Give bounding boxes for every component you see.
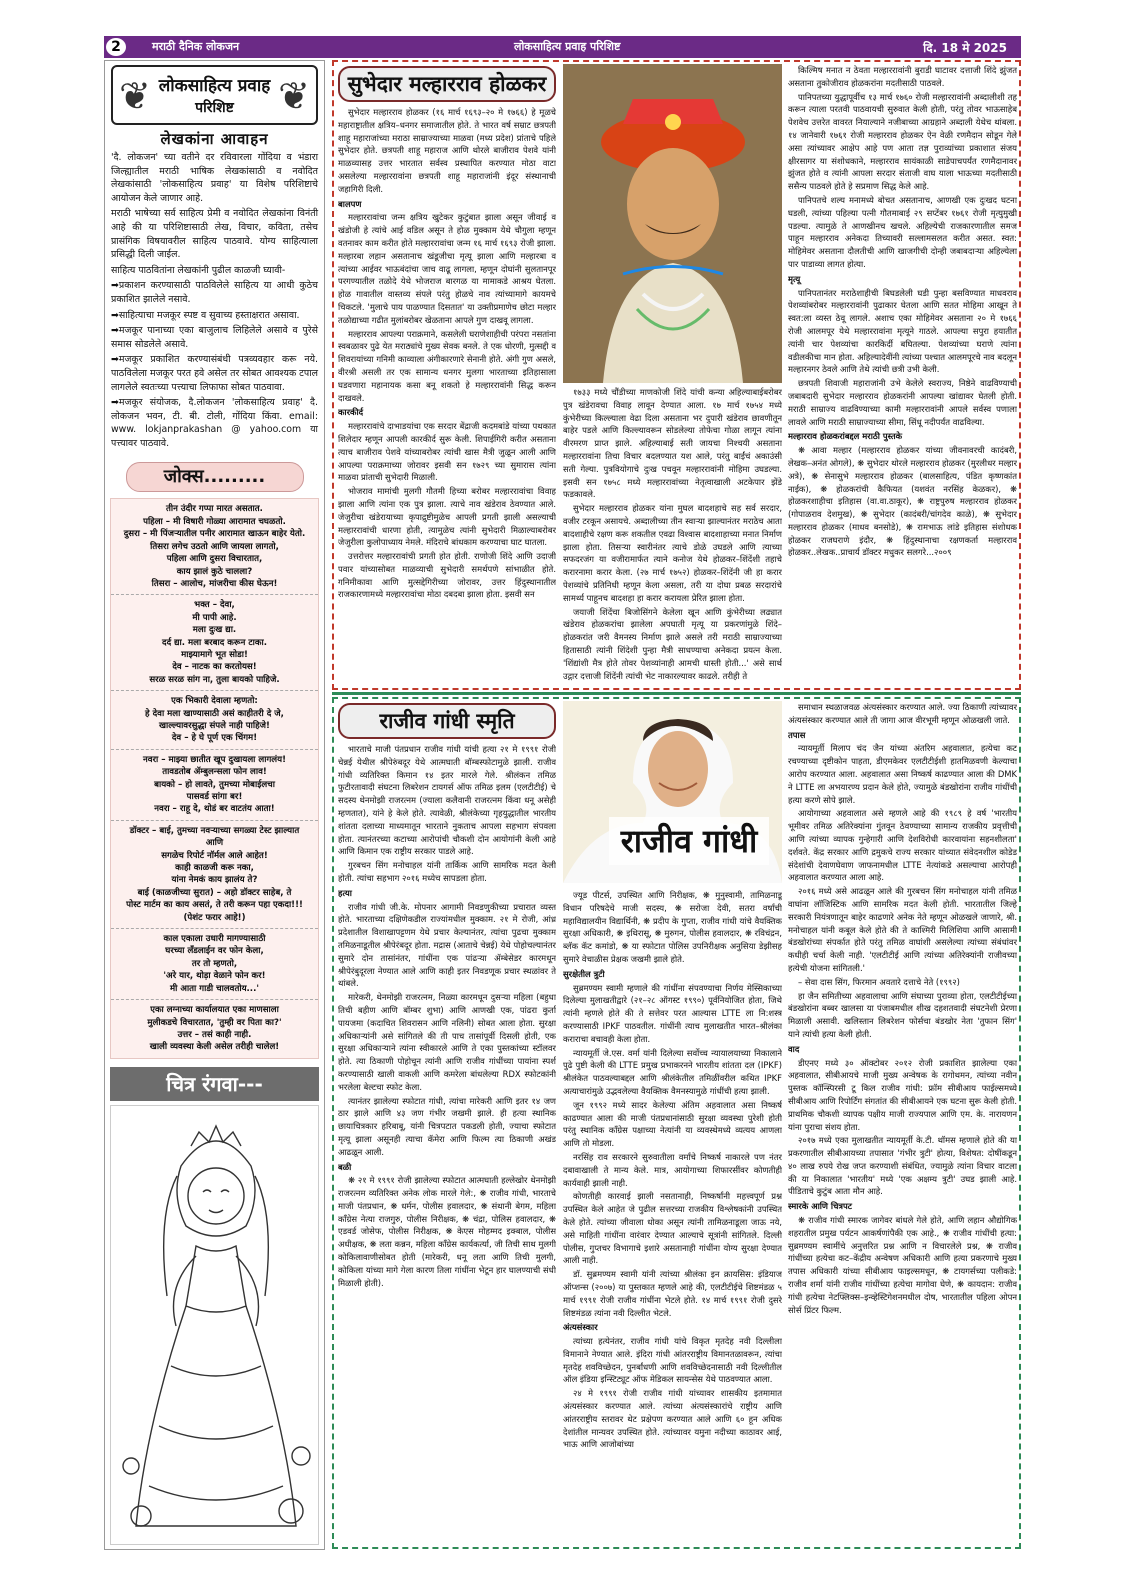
paragraph: पानिपतच्या युद्धापूर्वीच १३ मार्च १७६० रोजी मल्हाररावांनी अब्दालीशी तह करून त्याला परतवी पाठवायची सुरुवात केली होती, परंतु तोवर भाऊसाहेब पेशवेच उत्तरेत वावरत नियाल्याने नजीबाच्या आग्रहाने अब्दाली येथेच थांबला. १४ जानेवारी १७६१ रोजी मल्हारराव होळकर ऐन वेळी रणमैदान सोडून गेले असा त्यांच्यावर आक्षेप आहे पण आता तज्ञ पुराव्यांच्या प्रकाशात संजय क्षीरसागर या संशोधकाने, मल्हारराव सायंकाळी साडेपाचपर्यंत रणमैदानावर झुंजत होते व त्यांनी आपला सरदार संताजी वाघ याला भाऊच्या मदतीसाठी ससैन्य पाठवले होते हे सप्रमाण सिद्ध केले आहे. [788, 91, 1017, 192]
subheading: तपास [788, 729, 806, 740]
jokes-box [110, 498, 319, 1058]
paragraph: गुरबचन सिंग मनोचाहल यांनी तार्किक आणि सामरिक मदत केली होती. त्यांचा सहभाग २०१६ मध्येच सापडला होता. [338, 860, 556, 883]
paragraph: मल्हाररावांचे दाभाडयांचा एक सरदार बेंद्राजी कदमबांडे यांच्या पथकात शिलेदार म्हणून आपली कारकीर्द सुरू केली. शिपाईगिरी करीत असताना त्याच बाजीराव पेशवे यांच्याबरोबर त्यांची खास मैत्री जुळून आली आणि आपल्या पराक्रमाच्या जोरावर इसवी सन १७२९ च्या सुमारास त्यांना माळवा प्रांताची सुभेदारी मिळाली. [338, 421, 556, 483]
joke-line: देव – हे घे पूर्ण एक चिंगम! [171, 733, 258, 744]
article-rajiv-gandhi [332, 697, 1021, 1549]
rajiv-gandhi-photo [563, 701, 782, 883]
joke-line: खाली व्यवस्था केली असेल तरीही चालेल! [149, 1042, 280, 1053]
paragraph: ❋ राजीव गांधी स्मारक जागेवर बांधले गेले होते, आणि लहान औद्योगिक शहरातील प्रमुख पर्यटन आकर्षणांपैकी एक आहे., ❋ राजीव गांधींची हत्या: सुब्रमण्यम स्वामींचे अनुत्तरित प्रश्न आणि न विचारलेले प्रश्न, ❋ राजीव गांधींच्या हत्येचा कट–केंद्रीय अन्वेषण अधिकारी आणि हत्या प्रकरणाचे मुख्य तपास अधिकारी यांच्या सीबीआय फाइल्समधून, ❋ टायगर्सच्या पलीकडे: राजीव शर्मा यांनी राजीव गांधींच्या हत्येचा मागोवा घेणे, ❋ कायदान: राजीव गांधी हत्येचा नेटफ्लिक्स–इन्व्हेस्टिगेशनमधील दोष, भारतातील पहिला ओपन सोर्स प्रिंटर फिल्म. [788, 1215, 1017, 1315]
article-headline: राजीव गांधी स्मृति [338, 703, 556, 739]
article-headline: सुभेदार मल्हारराव होळकर [338, 66, 556, 102]
paragraph: आयोगाच्या अहवालात असे म्हणले आहे की १९८९ हे वर्ष 'भारतीय भूमीवर तमिळ अतिरेक्यांना गुंतवून ठेवण्याच्या सामान्य राजकीय प्रवृत्तीची आणि त्यांच्या व्यापक गुन्हेगारी आणि देशविरोधी कारवायांना सहनशीलता' दर्शवते. केंद्र सरकार आणि द्रमुकचे राज्य सरकार यांच्यात संवेदनशील कोडेड संदेशांची देवाणघेवाण जाफनामधील LTTE नेत्यांकडे असल्याचा आरोपही अहवालात करण्यात आला आहे. [788, 808, 1017, 883]
issue-date: दि. 18 मे 2025 [923, 41, 1007, 55]
masthead-line1: लोकसाहित्य प्रवाह [158, 76, 271, 96]
paragraph: २०१६ मध्ये असे आढळून आले की गुरबचन सिंग मनोचाहल यांनी तमिळ वाघांना लॉजिस्टिक आणि सामरिक मदत केली होती. भारतातील जिल्हे सरकारी नियंत्रणातून बाहेर काढणारे अनेक नेते म्हणून ओळखले जाणारे, श्री. मनोचाहल यांनी कबूल केले होते की ते काश्मिरी मिलिशिया आणि आसामी बंडखोरांच्या संपर्कात होते परंतु तमिळ वाघांशी असलेल्या त्यांच्या संबंधांवर कधीही चर्चा केली नाही. 'एलटीटीई आणि त्यांच्या अतिरेक्यांनी राजीवच्या हत्येची योजना सांगितली.' [788, 886, 1017, 973]
paragraph: जून १९९२ मध्ये सादर केलेल्या अंतिम अहवालात असा निष्कर्ष काढण्यात आला की माजी पंतप्रधानांसाठी सुरक्षा व्यवस्था पुरेशी होती परंतु स्थानिक काँग्रेस पक्षाच्या नेत्यांनी या व्यवस्थेमध्ये व्यत्यय आणला आणि तो मोडला. [563, 1099, 782, 1149]
article-column [338, 743, 556, 1545]
appeal-paragraph: 'दै. लोकजन' च्या वतीने दर रविवारला गोंदिया व भंडारा जिल्ह्यातील मराठी भाषिक लेखकांसाठी व नवोदित लेखकांसाठी 'लोकसाहित्य प्रवाह' या विशेष परिशिष्टाचे आयोजन केले जाणार आहे. [111, 152, 318, 204]
appeal-text [105, 151, 324, 450]
paragraph: डीएनए मध्ये ३० ऑक्टोबर २०१२ रोजी प्रकाशित झालेल्या एका अहवालात, सीबीआयचे माजी मुख्य अन्वेषक के रागोथमन, त्यांच्या नवीन पुस्तक कॉन्स्पिरसी टू किल राजीव गांधी: फ्रॉम सीबीआय फाईल्समध्ये सीबीआय आणि रिपोर्टिंग संगतांत की सीबीआयने एक घटना सुरू केली होती. प्राथमिक चौकशी व्यापक पक्षीय माजी राज्यपाल आणि एम. के. नारायणन यांना पुराचा संशय होता. [788, 1057, 1017, 1132]
portrait-icon [563, 64, 782, 383]
paragraph: मल्हाररावांचा जन्म क्षत्रिय खुटेकर कुटुंबात झाला असून जीवाई व खंडोजी हे त्यांचे आई वडिल असून ते होळ मुक्काम येथे चौगुला म्हणून वतनावर काम करीत होते मल्हाररावांचा जन्म १६ मार्च १६९३ रोजी झाला. मल्हारबा लहान असतानाच खंडूजीचा मृत्यू झाला आणि मल्हारबा व त्यांच्या आईवर भाऊबंदांचा जाच वाढू लागला, म्हणून दोघांनी सुलतानपूर परगण्यातील तळोदे येथे भोजराज बारगळ या मामाकडे आश्रय घेतला. होळ गावातील वास्तव्य संपले परंतु होळचे नाव त्यांच्यामागे कायमचे चिकटले. 'मुलाचे पाय पाळण्यात दिसतात' या उक्तीप्रमाणेच छोटा मल्हार तळोद्याच्या गढीत मुलांबरोबर खेळताना आपले गुण दाखवू लागला. [338, 212, 556, 325]
joke-line: घरच्या लॅंडलाईन वर फोन केला, [165, 946, 264, 957]
paragraph: जयाजी शिंदेंचा बिजोसिंगने केलेला खून आणि कुंभेरीच्या लढ्यात खंडेराव होळकरांचा झालेला अपघाती मृत्यू या प्रकरणांमुळे शिंदे–होळकरांत जरी वैमनस्य निर्माण झाले असले तरी मराठी साम्राज्याच्या हितासाठी त्यांनी शिंदेशी पुन्हा मैत्री साधण्याचा अनेकदा प्रयत्न केला. 'शिंद्यांशी मैत्र होते तोवर पेशव्यांनाही आमची धास्ती होती...' असे सार्थ उद्गार दत्ताजी शिंदेंनी त्यांची भेट नाकारल्यावर काढले. तरीही ते [563, 606, 782, 681]
subheading: वाद [788, 1043, 800, 1054]
paragraph: ❋ आवा मल्हार (मल्हारराव होळकर यांच्या जीवनावरची कादंबरी, लेखक–अनंत ओगले), ❋ सुभेदार थोरले मल्हारराव होळकर (मुरलीधर मल्हार अत्रे), ❋ सेनासुभे मल्हारराव होळकर (बालसाहित्य, पंडित कृष्णकांत नाईक), ❋ होळकरांची कैफियत (यशवंत नरसिंह केळकर), ❋ होळकरशाहीचा इतिहास (वा.वा.ठाकूर), ❋ राष्ट्रपुरुष मल्हारराव होळकर (गोपाळराव देशमुख), ❋ सुभेदार (कादंबरी/चांगदेव काळे), ❋ सुभेदार मल्हारराव होळकर (माधव बनसोडे), ❋ रामभाऊ लांडे इतिहास संशोधक होळकर राजघराणे इंदौर, ❋ हिंदुस्थानाचा रक्षणकर्ता मल्हारराव होळकर..लेखक..प्राचार्य डॉक्टर मधुकर सलगरे...२००९ [788, 445, 1017, 558]
joke-line: सरळ सरळ सांग ना, तुला बायको पाहिजे. [149, 674, 280, 685]
article-column [563, 889, 782, 1545]
joke-line: माझ्यामागे भूत सोडा! [181, 649, 248, 660]
ornament-icon: ❦ [119, 74, 151, 118]
joke-line: तिसरा – आलोच, मांजरीचा कीस घेऊन! [151, 578, 278, 589]
joke-line: काल एकाला उधारी मागण्यासाठी [163, 934, 266, 945]
paragraph: त्यांच्या हत्येनंतर, राजीव गांधी यांचे विकृत मृतदेह नवी दिल्लीला विमानाने नेण्यात आले. इंदिरा गांधी आंतरराष्ट्रीय विमानतळावरून, त्यांचा मृतदेह शवविच्छेदन, पुनर्बांधणी आणि शवविच्छेदनासाठी नवी दिल्लीतील ऑल इंडिया इन्स्टिट्यूट ऑफ मेडिकल सायन्सेस येथे पाठवण्यात आला. [563, 1336, 782, 1385]
joke-line: दुसरा – मी पिंजऱ्यातील पनीर आरामात खाऊन बाहेर येतो. [123, 529, 306, 540]
joke-line: पहिला आणि दुसरा विचारतात, [166, 554, 263, 565]
joke-item [111, 750, 318, 821]
jokes-title: जोक्स......... [126, 462, 304, 492]
article-column [563, 386, 782, 688]
subheading: बळी [338, 1161, 352, 1172]
paragraph: नरसिंह राव सरकारने सुरुवातीला वर्मांचे निष्कर्ष नाकारले पण नंतर दबावाखाली ते मान्य केले. मात्र, आयोगाच्या शिफारसींवर कोणतीही कार्यवाही झाली नाही. [563, 1151, 782, 1188]
joke-item [111, 595, 318, 691]
joke-line: तर तो म्हणतो, [191, 958, 238, 969]
article-column [338, 106, 556, 688]
page-number: 2 [104, 36, 128, 58]
joke-line: भक्त – देवा, [194, 600, 235, 611]
paragraph: छत्रपती शिवाजी महाराजांनी उभे केलेले स्वराज्य, निष्ठेने वाढविण्याची जबाबदारी सुभेदार मल्हारराव होळकरांनी आपल्या खांद्यावर घेतली होती. मराठी साम्राज्य वाढविण्याच्या कामी मल्हाररावांनी आपले सर्वस्व पणाला लावले आणि मराठी साम्राज्याच्या सीमा, सिंधू नदीपर्यंत वाढविल्या. [788, 378, 1017, 427]
paragraph: सुब्रमण्यम स्वामी म्हणाले की गांधींना संपवण्याचा निर्णय मेस्सिकाच्या दिलेल्या मुलाखतीद्वारे (२१–२८ ऑगस्ट १९९०) पूर्वनियोजित होता, जिथे त्यांनी म्हणले होते की ते सत्तेवर परत आल्यास LTTE ला नि:शस्त्र करण्यासाठी IPKF पाठवतील. गांधींनी त्याच मुलाखतीत भारत–श्रीलंका कराराचा बचावही केला होता. [563, 982, 782, 1044]
paragraph: उत्तरोत्तर मल्हाररावांची प्रगती होत होती. राणोजी शिंदे आणि उदाजी पवार यांच्यासोबत माळव्याची सुभेदारी समर्थपणे सांभाळीत होते. गनिमीकावा आणि मुत्सद्देगिरीच्या जोरावर, उत्तर हिंदुस्थानातील राजकारणामध्ये मल्हाररावांचा मोठा दबदबा झाला होता. इसवी सन [338, 551, 556, 600]
appeal-rule: ➡ मजकूर प्रकाशित करण्यासंबंधी पत्रव्यवहार करू नये. पाठविलेला मजकूर परत हवे असेल तर सोबत आवश्यक टपाल लागलेले स्वतःच्या पत्त्याचा लिफाफा सोबत पाठवावा. [111, 353, 318, 394]
paragraph: २४ मे १९९१ रोजी राजीव गांधी यांच्यावर शासकीय इतमामात अंत्यसंस्कार करण्यात आले. त्यांच्या अंत्यसंस्कारांचे राष्ट्रीय आणि आंतरराष्ट्रीय स्तरावर थेट प्रक्षेपण करण्यात आले आणि ६० हून अधिक देशांतील मान्यवर उपस्थित होते. त्यांच्यावर यमुना नदीच्या काठावर आई, भाऊ आणि आजोबांच्या [563, 1388, 782, 1450]
joke-item [111, 691, 318, 750]
paragraph: ज्यूड पीटर्स, उपस्थित आणि निरीक्षक, ❋ मुनुस्वामी, तामिळनाडू विधान परिषदेचे माजी सदस्य, ❋ सरोजा देवी, सतरा वर्षांची महाविद्यालयीन विद्यार्थिनी, ❋ प्रदीप के गुप्ता, राजीव गांधी यांचे वैयक्तिक सुरक्षा अधिकारी, ❋ इथिरासू, ❋ मुरुगन, पोलीस हवालदार, ❋ रविचंद्रन, ब्लॅक कॅट कमांडो, ❋ या स्फोटात पोलिस उपनिरीक्षक अनुसिया डेझीसह सुमारे वेचाळीस प्रेक्षक जखमी झाले होते. [563, 890, 782, 964]
paragraph: ❋ २१ मे १९९१ रोजी झालेल्या स्फोटात आत्मघाती हल्लेखोर थेनमोझी राजरत्नम व्यतिरिक्त अनेक लोक मारले गेले:, ❋ राजीव गांधी, भारताचे माजी पंतप्रधान, ❋ धर्मन, पोलीस हवालदार, ❋ संथानी बेगम, महिला काँग्रेस नेत्या राजगुरु, पोलीस निरीक्षक, ❋ चंद्रा, पोलिस हवालदार, ❋ एडवर्ड जोसेफ, पोलीस निरीक्षक, ❋ केएस मोहम्मद इक्बाल, पोलीस अधीक्षक, ❋ लता कन्नन, महिला काँग्रेस कार्यकर्त्या, जी तिची साथ मुलगी कोकिलावाणीसोबत होती (मारेकरी, धनू लता आणि तिची मुलगी, कोकिला यांच्या मागे गेला कारण तिला गांधींना भेटून हार घालण्याची संधी मिळाली होती). [338, 1175, 556, 1288]
paragraph: – सेवा दास सिंग, फिरमान अवतारे दत्ताचे नेते (१९९२) [798, 976, 960, 987]
joke-line: डॉक्टर – बाई, तुमच्या नवऱ्याच्या सगळ्या टेस्ट झाल्यात [129, 825, 300, 836]
joke-line: आणि [205, 838, 224, 849]
paragraph: भोजराव मामांची मुलगी गौतमी हिच्या बरोबर मल्हाररावांचा विवाह झाला आणि त्यांना एक पुत्र झाला. त्याचे नाव खंडेराव ठेवण्यात आले. जेजुरीचा खंडेरायाच्या कृपाद्रुष्टीमुळेच आपली प्रगती झाली असल्याची मल्हाररावांची धारणा होती, त्यामुळेच त्यांनी सुभेदारी मिळाल्याबरोबर जेजुरीला कुलोपाध्याय नेमले. मंदिराचे बांधकाम करण्याचा घाट घातला. [338, 486, 556, 548]
joke-item [111, 499, 318, 595]
paragraph: २०१७ मध्ये एका मुलाखतीत न्यायमूर्ती के.टी. थॉमस म्हणाले होते की या प्रकरणातील सीबीआयच्या तपासात 'गंभीर त्रुटी' होत्या, विशेषत: दोषींकडून ४० लाख रुपये रोख जप्त करण्याशी संबंधित, ज्यामुळे त्यांना विचार वाटला की या निकालात 'भारतीय' मध्ये 'एक अक्षम्य त्रुटी' उघड झाली आहे. पीडिताचे कुटुंब आता मौन आहे. [788, 1135, 1017, 1197]
joke-line: पासवर्ड सांगा बर! [186, 792, 243, 802]
masthead-line2: परिशिष्ट [195, 100, 234, 116]
appeal-rule: ➡ साहित्याचा मजकूर स्पष्ट व सुवाच्य हस्ताक्षरात असावा. [111, 309, 318, 323]
joke-line: मुलीकडचे विचारतात, 'तुम्ही वर पिता का?' [147, 1017, 282, 1028]
joke-line: नवरा – राहू दे, थोडं बर वाटतंय आता! [154, 804, 275, 815]
joke-item [111, 1000, 318, 1058]
joke-item [111, 821, 318, 929]
joke-line: खाल्ल्यावरसुद्धा संपले नाही पाहिजे! [159, 720, 270, 731]
supplement-masthead [111, 65, 318, 125]
joke-line: मला दुःख द्या. [192, 625, 237, 636]
section-divider [332, 692, 1021, 695]
section-title: लोकसाहित्य प्रवाह परिशिष्ट [514, 40, 621, 53]
paragraph: किल्मिष मनात न ठेवता मल्हाररावांनी बुराडी घाटावर दत्ताजी शिंदे झुंजत असताना तुकोजीराव होळकरांना मदतीसाठी पाठवले. [788, 65, 1017, 88]
portrait-image [563, 64, 782, 383]
paragraph: डॉ. सुब्रमण्यम स्वामी यांनी त्यांच्या श्रीलंका इन क्रायसिस: इंडियाज ऑप्शन्स (२००७) या पुस्तकात म्हणले आहे की, एलटीटीईचे शिष्टमंडळ ५ मार्च १९९१ रोजी राजीव गांधींना भेटले होते. १४ मार्च १९९१ रोजी दुसरे शिष्टमंडळ त्यांना नवी दिल्लीत भेटले. [563, 1269, 782, 1318]
article-malharrao-holkar [332, 60, 1021, 690]
joke-line: तावडतोब ॲम्बुलन्सला फोन लाव! [162, 767, 267, 778]
paragraph: न्यायमूर्ती जे.एस. वर्मा यांनी दिलेल्या सर्वोच्च न्यायालयाच्या निकालाने पुढे पुष्टी केली की LTTE प्रमुख प्रभाकरनने भारतीय शांतता दल (IPKF) श्रीलंकेत पाठवल्याबद्दल आणि श्रीलंकेतील तमिळींवरील कथित IPKF अत्याचारांमुळे उद्भवलेल्या वैयक्तिक वैमनस्यामुळे गांधींची हत्या झाली. [563, 1047, 782, 1096]
appeal-paragraph: मराठी भाषेच्या सर्व साहित्य प्रेमी व नवोदित लेखकांना विनंती आहे की या परिशिष्टासाठी लेख, विचार, कविता, तसेच प्रासंगिक विषयावरील साहित्य पाठवावे. योग्य साहित्याला प्रसिद्धी दिली जाईल. [111, 208, 318, 261]
joke-line: 'अरे यार, थोड़ा वेळाने फोन कर! [163, 971, 266, 982]
article-column [788, 64, 1017, 688]
joke-line: पहिला – मी विषारी गोळ्या आरामात चघळतो. [143, 516, 286, 527]
joke-item [111, 929, 318, 1000]
appeal-rule: ➡ प्रकाशन करण्यासाठी पाठविलेले साहित्य या आधी कुठेच प्रकाशित झालेले नसावे. [111, 279, 318, 306]
subheading: हत्या [338, 887, 352, 898]
paper-name: मराठी दैनिक लोकजन [152, 40, 240, 53]
paragraph: राजीव गांधी जी.के. मोपनार आगामी निवडणुकीच्या प्रचारात व्यस्त होते. भारताच्या दक्षिणेकडील राज्यांमधील मुक्काम. २१ मे रोजी, आंध्र प्रदेशातील विशाखापट्टणम येथे प्रचार केल्यानंतर, त्यांचा पुढचा मुक्काम तमिळनाडूतील श्रीपेरंबदूर होता. मद्रास (आताचे चेन्नई) येथे पोहोचल्यानंतर सुमारे दोन तासांनंतर, गांधींना एक पांढऱ्या ॲम्बेसेडर कारमधून श्रीपेरंबुदूरला नेण्यात आले आणि काही इतर निवडणूक प्रचार स्थळांवर ते थांबले. [338, 901, 556, 989]
subheading: सुरक्षेतील त्रुटी [563, 968, 605, 979]
joke-line: मी पापी आहे. [192, 612, 237, 623]
paragraph: पानिपतानंतर मराठेशाहीची बिघडलेली घडी पुन्हा बसविण्यात माधवराव पेशव्यांबरोबर मल्हाररावांनी पुढाकार घेतला आणि सतत मोहिमा आखून ते स्वत:ला व्यस्त ठेवू लागले. अशाच एका मोहिमेवर असताना २० मे १७६६ रोजी आलमपूर येथे मल्हाररावांना मृत्यूने गाठले. आपल्या सपुरा हयातीत त्यांनी चार पेशव्यांचा कारकिर्दी बघितल्या. पेशव्यांच्या घराणे त्यांना वडीलकीचा मान होता. अहिल्यादेवींनी त्यांच्या पश्चात आलमपूरचे नाव बदलून मल्हारनगर ठेवले आणि तेथे त्यांची छत्री उभी केली. [788, 287, 1017, 375]
appeal-rule: ➡ मजकूर पानाच्या एका बाजुलाच लिहिलेले असावे व पुरेसे समास सोडलेले असावे. [111, 324, 318, 351]
joke-line: एका लग्नाच्या कार्यालयात एका माणसाला [150, 1005, 279, 1016]
joke-line: तिसरा लगेच उठतो आणि जायला लागतो, [150, 541, 279, 552]
joke-line: (पेशंट फरार आहे!) [183, 912, 246, 923]
joke-line: काय झालं कुठे चालला? [176, 566, 253, 577]
joke-line: पोस्ट मार्टम का काय असतं, ते तरी करून पहा एकदा!!! [126, 900, 303, 911]
article-column [788, 701, 1017, 1545]
subheading: मृत्यू [788, 273, 801, 284]
left-column [104, 60, 325, 1550]
joke-line: नवरा – माझ्या छातीत खूप दुखायला लागलंय! [142, 754, 287, 765]
paragraph: मारेकरी, थेनमोझी राजरत्नम, निळ्या कारमधून दुसऱ्या महिला (बहुधा तिची बहीण आणि बॉम्बर शुभा) आणि आणखी एक, पांढरा कुर्ता पायजमा (कदाचित शिवरासन आणि नलिनी) सोबत आला होता. सुरक्षा अधिकाऱ्यांनी असे सांगितले की ती पाच तासांपूर्वी दिसली होती, एक सुरक्षा अधिकाऱ्याने त्यांना स्वीकारले आणि ते एका पुस्तकांच्या स्टॉलवर होते. त्या ठिकाणी पोहोचून त्यांनी आणि राजीव गांधींच्या पायांना स्पर्श करण्यासाठी खाली वाकली आणि कमरेला बांधलेल्या RDX स्फोटकांनी भरलेला बेल्टचा स्फोट केला. [338, 992, 556, 1092]
subheading: अंत्यसंस्कार [563, 1322, 598, 1333]
paragraph: १७३३ मध्ये चौंडीच्या माणकोजी शिंदे यांची कन्या अहिल्याबाईबरोबर पुत्र खंडेरावचा विवाह लावून देण्यात आला. १७ मार्च १७५४ मध्ये कुंभेरीच्या किल्ल्याला वेढा दिला असताना भर दुपारी खंडेराव छावणीतून बाहेर पडले आणि किल्ल्यावरून सोडलेल्या तोफेचा गोळा लागून त्यांना वीरमरण प्राप्त झाले. अहिल्याबाई सती जायचा निश्चयी असताना मल्हाररावांना तिचा विचार बदलण्यात यश आले, परंतु बाईंचं अकाउंसी सती गेल्या. पुत्रवियोगाचे दुःख पचवून मल्हाररावांनी मोहिमा उघडल्या. इसवी सन १७५८ मध्ये मल्हाररावांच्या नेतृत्वाखाली अटकेपार झेंडे फडकावले. [563, 387, 782, 500]
appeal-title: लेखकांना आवाहन [160, 130, 269, 148]
joke-line: हे देवा मला खाण्यासाठी असं काहीतरी दे जे, [145, 708, 284, 719]
subheading: स्मारके आणि चित्रपट [788, 1201, 852, 1212]
joke-line: दर्द द्या. मला बरबाद करून टाका. [162, 637, 267, 648]
coloring-title: चित्र रंगवा--- [110, 1067, 319, 1101]
paragraph: कोणतीही कारवाई झाली नसतानाही, निष्कर्षांनी महत्त्वपूर्ण प्रश्न उपस्थित केले आहेत जे पुढील सत्तरच्या राजकीय विश्लेषकांनी उपस्थित केले होते. त्यांच्या जीवाला धोका असून त्यांनी तामिळनाडूला जाऊ नये, असे माहिती गांधींना वारंवार देण्यात आल्याचे सूत्रांनी सांगितले. दिल्ली पोलीस, गुप्तचर विभागाचे इशारे असतानाही गांधींना योग्य सुरक्षा देण्यात आली नाही. [563, 1191, 782, 1266]
joke-line: बायको – हो लावते, तुमच्या मोबाईलचा [154, 779, 275, 790]
subheading: कारकीर्द [338, 407, 364, 418]
paragraph: भारताचे माजी पंतप्रधान राजीव गांधी यांची हत्या २१ मे १९९१ रोजी चेन्नई येथील श्रीपेरुंबदूर येथे आत्मघाती बॉम्बस्फोटामुळे झाली. राजीव गांधी व्यतिरिक्त किमान १४ इतर मारले गेले. श्रीलंकन तमिळ फुटीरतावादी संघटना लिबरेशन टायगर्स ऑफ तमिळ इलम (एलटीटीई) चे सदस्य थेनमोझी राजरत्नम (ज्याला कलैवानी राजरत्नम किंवा धनू असेही म्हणतात), यांने हे केले होते. त्यावेळी, श्रीलंकेच्या गृहयुद्धातील भारतीय शांतता दलाच्या माध्यमातून भारताने नुकताच आपला सहभाग संपवला होता. त्यानंतरच्या कटाच्या आरोपांची चौकशी दोन आयोगांनी केली आहे आणि किमान एक राष्ट्रीय सरकार पाडले आहे. [338, 744, 556, 857]
joke-line: मी आता गाडी चालवतोय...' [170, 983, 259, 994]
subheading: बालपण [338, 198, 362, 209]
subheading: मल्हारराव होळकरांबद्दल मराठी पुस्तके [788, 431, 903, 442]
joke-line: एक भिकारी देवाला म्हणतो: [171, 696, 258, 707]
paragraph: सुभेदार मल्हारराव होळकर (१६ मार्च १६९३–२० मे १७६६) हे मूळचे महाराष्ट्रातील क्षत्रिय–धनगर समाजातील होते. ते भारत वर्ष सम्राट छत्रपती शाहू महाराजांच्या मराठा साम्राज्याच्या माळवा (मध्य प्रदेश) प्रांताचे पहिले सुभेदार होते. छत्रपती शाहू महाराज आणि थोरले बाजीराव पेशवे यांनी माळव्यासह उत्तर भारतात सर्वस्व प्रस्थापित करण्यात मोठा वाटा असलेल्या मल्हाररावांना छत्रपती शाहू महाराजांनी इंदूर संस्थानाची जहागिरी दिली. [338, 107, 556, 194]
joke-line: तीन उंदीर गप्पा मारत असतात. [166, 504, 263, 515]
appeal-rule: ➡ मजकूर संयोजक, दै.लोकजन 'लोकसाहित्य प्रवाह' दै. लोकजन भवन, टी. बी. टोली, गोंदिया किंवा. email: www. lokjanprakashan @ yahoo.com या पत्त्यावर पाठवावे. [111, 396, 318, 450]
joke-line: सगळेच रिपोर्ट नॉर्मल आले आहेत! [161, 850, 268, 861]
page-header [104, 36, 1021, 58]
paragraph: मल्हारराव आपल्या पराक्रमाने, कसलेली घराणेशाहीची परंपरा नसतांना स्वबळावर पुढे येत मराठ्यांचे मुख्य सेवक बनले. ते एक धोरणी, मुत्सद्दी व शिवरायांच्या गनिमी काव्याला अंगीकारणारे सेनानी होते. अंगी गुण असले, वीरश्री असली तर एक सामान्य धनगर मुलगा भारताच्या इतिहासाला घडवणारा महानायक कसा बनू शकतो हे मल्हाररावांनी सिद्ध करून दाखवले. [338, 328, 556, 403]
photo-caption: राजीव गांधी [609, 817, 769, 865]
joke-line: उत्तर – तसं काही नाही. [177, 1029, 252, 1040]
joke-line: देव – नाटक का करतोयस! [172, 662, 257, 673]
princess-drawing-icon [111, 1106, 319, 1544]
paragraph: त्यानंतर झालेल्या स्फोटात गांधी, त्यांचा मारेकरी आणि इतर १४ जण ठार झाले आणि ४३ जण गंभीर जखमी झाले. ही हत्या स्थानिक छायाचित्रकार हरिबाबू, यांनी चित्रपटात पकडली होती, ज्याचा स्फोटात मृत्यू झाला असूनही त्याचा कॅमेरा आणि फिल्म त्या ठिकाणी अखंड आढळून आली. [338, 1095, 556, 1157]
joke-line: यांना नेमकं काय झालंय ते? [171, 875, 258, 886]
paragraph: पानिपतचे शल्य मनामध्ये बोचत असतानाच, आणखी एक दुःखद घटना घडली, त्यांच्या पहिल्या पत्नी गौतमाबाई २९ सप्टेंबर १७६१ रोजी मृत्युमुखी पडल्या. त्यामुळे ते आणखीनच खचले. अहिल्येची राजकारणातील समज पाहून मल्हारराव अनेकदा तिच्यावरी सल्लामसलत करीत असत. स्वत: मोहिमेवर असताना दौलतीची आणि खाजगीची दोन्ही जबाबदाऱ्या अहिल्येला पार पाडाव्या लागत होत्या. [788, 194, 1017, 269]
ornament-icon: ❦ [278, 74, 310, 118]
paragraph: सुभेदार मल्हारराव होळकर यांना मुघल बादशहाचे सह सर्व सरदार, वजीर टरकून असायचे. अब्दालीच्या तीन स्वाऱ्या झाल्यानंतर मराठेच आता बादशाहीचे रक्षण करू शकतील एवढा विश्वास बादशाहाच्या मनात निर्माण झाला होता. तिसऱ्या स्वारीनंतर त्याचे डोळे उघडले आणि त्याच्या सफदरजंग या वजीरामार्फत त्याने कनोज येथे होळकर–शिंदेंशी तहाचे करारनामा करार केला. (२७ मार्च १७५२) होळकर–शिंदेंनी जी हा करार पेशव्यांचे प्रतिनिधी म्हणून केला असला, तरी या दोघा प्रबळ सरदारांचे सामर्थ्य पाहूनच बादशहा हा करार करायला प्रेरित झाला होता. [563, 503, 782, 603]
paragraph: न्यायमूर्ती मिलाप चंद जैन यांच्या अंतरिम अहवालात, हत्येचा कट रचण्याच्या दृष्टीकोन पाहता, डीएमकेवर एलटीटीईशी हातमिळवणी केल्याचा आरोप करण्यात आला. अहवालात असा निष्कर्ष काढण्यात आला की DMK ने LTTE ला अभयारण्य प्रदान केले होते, ज्यामुळे बंडखोरांना राजीव गांधींची हत्या करणे सोपे झाले. [788, 743, 1017, 805]
paragraph: हा जैन समितीच्या अहवालाचा आणि संघाच्या पुराव्या होता, एलटीटीईच्या बंडखोरांना बब्बर खालसा या पंजाबमधील शीख दहशतवादी संघटनेशी प्रेरणा मिळाली असावी. खलिस्तान लिबरेशन फोर्सचा बंडखोर नेता 'तुफान सिंग' याने त्यांची हत्या केली होती. [788, 990, 1017, 1039]
joke-line: बाई (काळजीच्या सुरात) – अहो डॉक्टर साहेब, ते [137, 887, 292, 898]
appeal-paragraph: साहित्य पाठवितांना लेखकांनी पुढील काळजी घ्यावी- [111, 264, 286, 276]
coloring-illustration [110, 1105, 319, 1545]
joke-line: काही काळजी करू नका, [175, 863, 254, 874]
paragraph: समाधान स्थळाजवळ अंत्यसंस्कार करण्यात आले. ज्या ठिकाणी त्यांच्यावर अंत्यसंस्कार करण्यात आले ती जागा आज वीरभूमी म्हणून ओळखली जाते. [788, 702, 1017, 725]
